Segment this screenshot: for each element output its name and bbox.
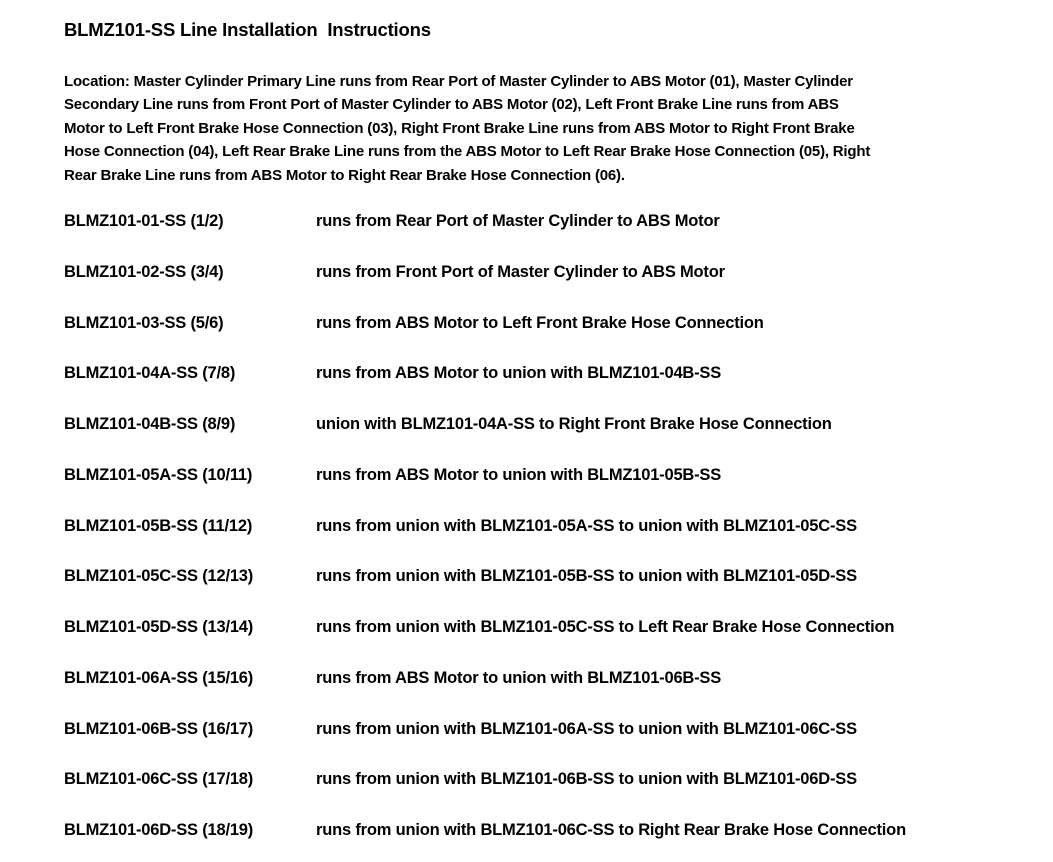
line-item-description: union with BLMZ101-04A-SS to Right Front Brake Hose Connection bbox=[316, 415, 832, 434]
line-item-row bbox=[64, 668, 1013, 689]
line-item-id: BLMZ101-02-SS (3/4) bbox=[64, 262, 224, 281]
location-paragraph-line: Rear Brake Line runs from ABS Motor to Right Rear Brake Hose Connection (06). bbox=[64, 166, 625, 184]
location-paragraph-line: Secondary Line runs from Front Port of Master Cylinder to ABS Motor (02), Left Front Brake Line runs from ABS bbox=[64, 96, 839, 114]
line-item-description: runs from Front Port of Master Cylinder to ABS Motor bbox=[316, 262, 725, 281]
location-paragraph-line: Motor to Left Front Brake Hose Connection (03), Right Front Brake Line runs from ABS Motor to Right Front Brake bbox=[64, 119, 855, 137]
line-item-row bbox=[64, 719, 1013, 740]
line-item-id: BLMZ101-01-SS (1/2) bbox=[64, 212, 224, 231]
line-item-description: runs from ABS Motor to union with BLMZ101-04B-SS bbox=[316, 364, 722, 383]
line-item-description: runs from union with BLMZ101-06C-SS to Right Rear Brake Hose Connection bbox=[316, 821, 906, 840]
line-item-description: runs from union with BLMZ101-06A-SS to union with BLMZ101-06C-SS bbox=[316, 719, 857, 738]
line-item-description: runs from union with BLMZ101-05A-SS to union with BLMZ101-05C-SS bbox=[316, 516, 857, 535]
line-item-row bbox=[64, 211, 1013, 232]
line-item-row bbox=[64, 566, 1013, 587]
line-item-row bbox=[64, 363, 1013, 384]
location-paragraph bbox=[64, 70, 1013, 187]
line-item-id: BLMZ101-05D-SS (13/14) bbox=[64, 618, 254, 637]
line-item-id: BLMZ101-06C-SS (17/18) bbox=[64, 770, 254, 789]
line-item-id: BLMZ101-05C-SS (12/13) bbox=[64, 567, 254, 586]
line-item-row bbox=[64, 617, 1013, 638]
line-item-description: runs from ABS Motor to Left Front Brake Hose Connection bbox=[316, 313, 764, 332]
line-item-row bbox=[64, 516, 1013, 537]
line-item-description: runs from ABS Motor to union with BLMZ101-06B-SS bbox=[316, 668, 722, 687]
line-item-description: runs from union with BLMZ101-05B-SS to union with BLMZ101-05D-SS bbox=[316, 567, 857, 586]
line-item-description: runs from union with BLMZ101-06B-SS to union with BLMZ101-06D-SS bbox=[316, 770, 857, 789]
line-item-row bbox=[64, 465, 1013, 486]
line-item-id: BLMZ101-04A-SS (7/8) bbox=[64, 364, 236, 383]
line-item-id: BLMZ101-05B-SS (11/12) bbox=[64, 516, 253, 535]
line-item-id: BLMZ101-06D-SS (18/19) bbox=[64, 821, 254, 840]
location-paragraph-line: Location: Master Cylinder Primary Line runs from Rear Port of Master Cylinder to ABS Motor (01), Master Cylinder bbox=[64, 73, 853, 90]
location-paragraph-line: Hose Connection (04), Left Rear Brake Line runs from the ABS Motor to Left Rear Brake Hose Connection (05), Right bbox=[64, 143, 871, 161]
line-item-row bbox=[64, 262, 1013, 283]
line-item-row bbox=[64, 313, 1013, 334]
line-item-id: BLMZ101-04B-SS (8/9) bbox=[64, 415, 236, 434]
line-item-description: runs from Rear Port of Master Cylinder to ABS Motor bbox=[316, 212, 720, 231]
document-title: BLMZ101-SS Line Installation Instructions bbox=[64, 19, 431, 40]
line-item-id: BLMZ101-05A-SS (10/11) bbox=[64, 465, 253, 484]
line-item-row bbox=[64, 769, 1013, 790]
line-installation-list bbox=[64, 211, 1013, 841]
line-item-description: runs from union with BLMZ101-05C-SS to Left Rear Brake Hose Connection bbox=[316, 618, 895, 637]
line-item-description: runs from ABS Motor to union with BLMZ101-05B-SS bbox=[316, 465, 722, 484]
line-item-row bbox=[64, 414, 1013, 435]
line-item-row bbox=[64, 820, 1013, 841]
line-item-id: BLMZ101-06B-SS (16/17) bbox=[64, 719, 254, 738]
line-item-id: BLMZ101-06A-SS (15/16) bbox=[64, 668, 254, 687]
line-item-id: BLMZ101-03-SS (5/6) bbox=[64, 313, 224, 332]
